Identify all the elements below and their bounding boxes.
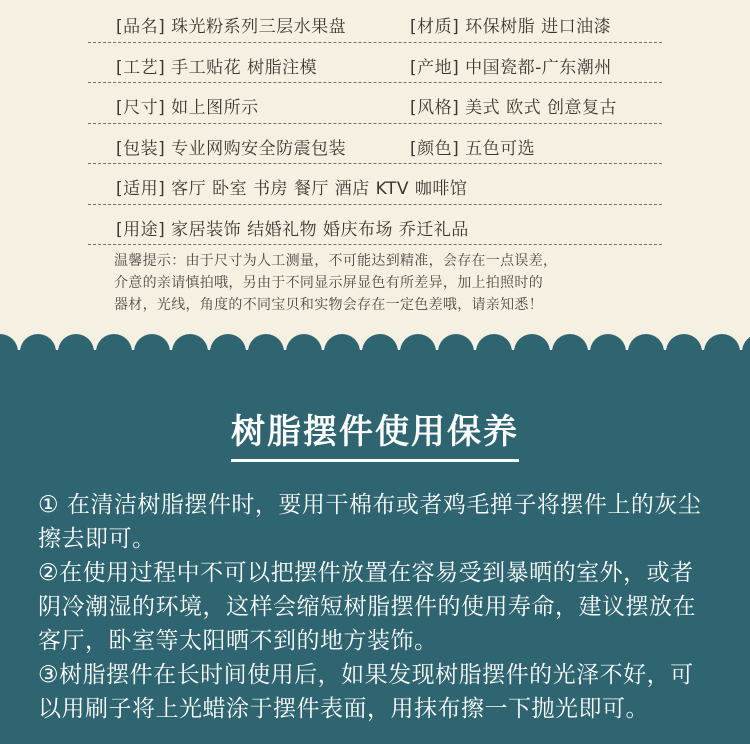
care-line: ① 在清洁树脂摆件时，要用干棉布或者鸡毛掸子将摆件上的灰尘 [38,492,702,518]
tip-line: 温馨提示：由于尺寸为人工测量，不可能达到精准，会存在一点误差， [114,253,558,269]
warm-tips [114,250,654,316]
spec-color: [颜色] 五色可选 [410,138,536,159]
spec-packaging: [包装] 专业网购安全防震包装 [116,138,347,159]
scallop-border [0,330,750,370]
care-line: ③树脂摆件在长时间使用后，如果发现树脂摆件的光泽不好，可 [38,662,694,688]
spec-row [88,43,662,84]
care-line: 阴冷潮湿的环境，这样会缩短树脂摆件的使用寿命，建议摆放在 [38,594,696,620]
spec-size: [尺寸] 如上图所示 [116,98,259,118]
spec-row [88,124,662,165]
spec-name: [品名] 珠光粉系列三层水果盘 [116,17,347,37]
spec-craft: [工艺] 手工贴花 树脂注模 [116,57,318,78]
spec-row [88,2,662,43]
spec-style: [风格] 美式 欧式 创意复古 [410,98,617,118]
spec-table [88,2,662,245]
care-line: 客厅，卧室等太阳晒不到的地方装饰。 [38,628,438,654]
care-line: 以用刷子将上光蜡涂于摆件表面，用抹布擦一下抛光即可。 [38,696,649,722]
spec-origin: [产地] 中国瓷都-广东潮州 [410,57,612,78]
tip-line: 介意的亲请慎拍哦，另由于不同显示屏显色有所差异，加上拍照时的 [114,275,543,291]
care-title: 树脂摆件使用保养 [231,412,519,452]
spec-row [88,205,662,246]
spec-row [88,164,662,205]
spec-material: [材质] 环保树脂 进口油漆 [410,17,612,37]
title-underline [231,459,519,462]
care-line: 擦去即可。 [38,526,156,552]
spec-applicable: [适用] 客厅 卧室 书房 餐厅 酒店 KTV 咖啡馆 [116,179,468,199]
care-line: ②在使用过程中不可以把摆件放置在容易受到暴晒的室外，或者 [38,560,694,586]
spec-row [88,83,662,124]
care-instructions [38,488,728,726]
tip-line: 器材，光线，角度的不同宝贝和实物会存在一定色差哦，请亲知悉！ [114,297,543,313]
spec-usage: [用途] 家居装饰 结婚礼物 婚庆布场 乔迁礼品 [116,219,469,240]
